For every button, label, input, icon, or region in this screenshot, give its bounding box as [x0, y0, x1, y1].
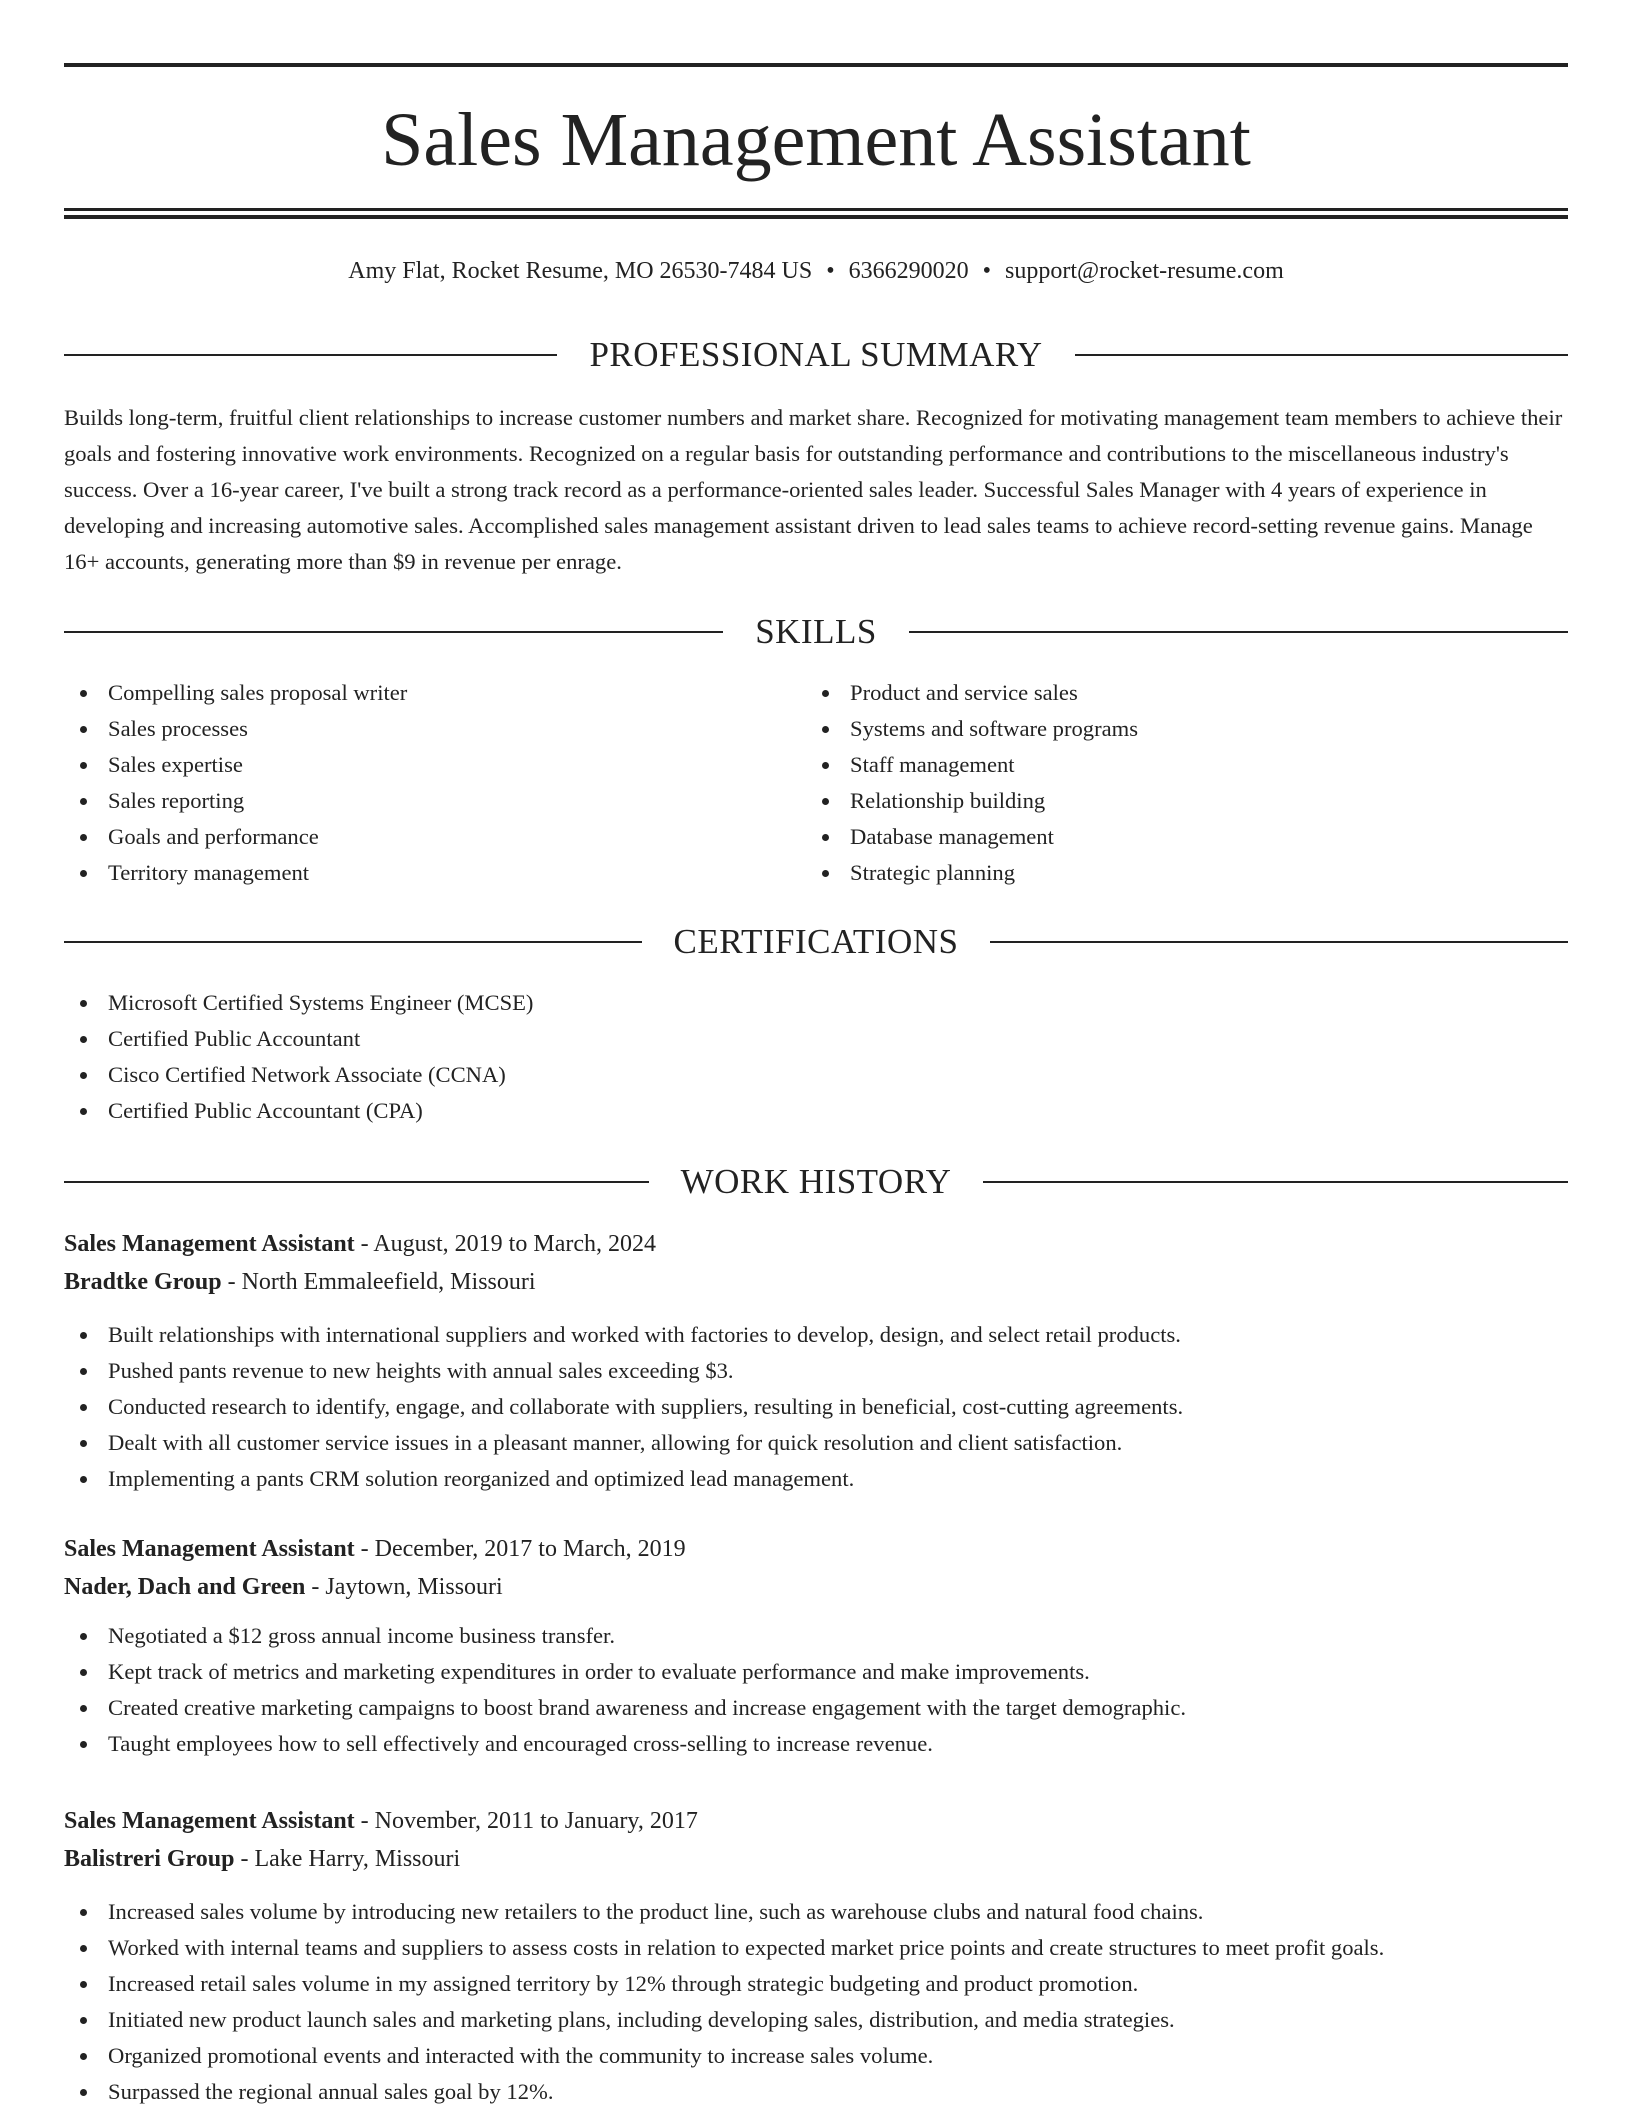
resume-title: Sales Management Assistant	[381, 98, 1251, 182]
job-title: Sales Management Assistant	[64, 1536, 355, 1562]
skill-item: Sales expertise	[64, 747, 804, 783]
contact-separator: •	[826, 258, 835, 284]
certification-item: Certified Public Accountant	[64, 1021, 1568, 1057]
section-header-certifications	[64, 920, 1568, 964]
job-bullet: Dealt with all customer service issues in a pleasant manner, allowing for quick resolution and client satisfaction.	[64, 1425, 1568, 1461]
job-bullet: Increased retail sales volume in my assigned territory by 12% through strategic budgeting and product promotion.	[64, 1966, 1568, 2002]
section-title-summary: PROFESSIONAL SUMMARY	[589, 335, 1043, 374]
section-rule	[990, 941, 1568, 943]
job-title: Sales Management Assistant	[64, 1808, 355, 1834]
job-location: - North Emmaleefield, Missouri	[227, 1269, 536, 1295]
skill-item: Sales reporting	[64, 783, 804, 819]
job-bullet: Created creative marketing campaigns to boost brand awareness and increase engagement with the target demographic.	[64, 1690, 1568, 1726]
job-dates: - December, 2017 to March, 2019	[360, 1536, 686, 1562]
skill-item: Staff management	[806, 747, 1566, 783]
job-bullets	[64, 1618, 1568, 1762]
section-rule	[1075, 354, 1568, 356]
skills-list-right	[806, 675, 1566, 891]
skill-item: Relationship building	[806, 783, 1566, 819]
job-dates: - November, 2011 to January, 2017	[360, 1808, 698, 1834]
job-title-line	[64, 1225, 1568, 1263]
job-bullet: Kept track of metrics and marketing expenditures in order to evaluate performance and make improvements.	[64, 1654, 1568, 1690]
skills-list-left	[64, 675, 804, 891]
skill-item: Strategic planning	[806, 855, 1566, 891]
job-bullet: Surpassed the regional annual sales goal by 12%.	[64, 2074, 1568, 2110]
job-entry	[64, 1225, 1568, 1497]
section-rule	[64, 631, 723, 633]
job-company: Balistreri Group	[64, 1846, 235, 1872]
job-entry	[64, 1802, 1568, 2110]
job-title-line	[64, 1530, 1568, 1568]
certification-item: Microsoft Certified Systems Engineer (MCSE)	[64, 985, 1568, 1021]
job-location: - Jaytown, Missouri	[311, 1574, 503, 1600]
skill-item: Systems and software programs	[806, 711, 1566, 747]
certification-item: Certified Public Accountant (CPA)	[64, 1093, 1568, 1129]
job-bullet: Conducted research to identify, engage, and collaborate with suppliers, resulting in beneficial, cost-cutting agreements.	[64, 1389, 1568, 1425]
job-company-line	[64, 1568, 1568, 1606]
section-header-skills	[64, 610, 1568, 654]
section-header-summary	[64, 333, 1568, 377]
job-bullets	[64, 1894, 1568, 2110]
contact-line	[64, 254, 1568, 288]
section-rule	[909, 631, 1568, 633]
job-title-line	[64, 1802, 1568, 1840]
skill-item: Compelling sales proposal writer	[64, 675, 804, 711]
section-header-work-history	[64, 1160, 1568, 1204]
section-title-work-history: WORK HISTORY	[680, 1162, 952, 1201]
section-rule	[64, 941, 642, 943]
job-bullet: Pushed pants revenue to new heights with annual sales exceeding $3.	[64, 1353, 1568, 1389]
job-bullet: Organized promotional events and interacted with the community to increase sales volume.	[64, 2038, 1568, 2074]
summary-text: Builds long-term, fruitful client relationships to increase customer numbers and market share. Recognized for motivating management team members to achieve their goals and fostering innovative work environments. Recognized on a regular basis for outstanding performance and contributions to the miscellaneous industry's success. Over a 16-year career, I've built a strong track record as a performance-oriented sales leader. Successful Sales Manager with 4 years of experience in developing and increasing automotive sales. Accomplished sales management assistant driven to lead sales teams to achieve record-setting revenue gains. Manage 16+ accounts, generating more than $9 in revenue per enrage.	[64, 405, 1563, 574]
job-entry	[64, 1530, 1568, 1762]
top-rule	[64, 63, 1568, 67]
skill-item: Goals and performance	[64, 819, 804, 855]
job-location: - Lake Harry, Missouri	[240, 1846, 461, 1872]
section-rule	[64, 354, 557, 356]
job-bullet: Taught employees how to sell effectively and encouraged cross-selling to increase revenue.	[64, 1726, 1568, 1762]
skill-item: Product and service sales	[806, 675, 1566, 711]
job-bullet: Increased sales volume by introducing new retailers to the product line, such as warehouse clubs and natural food chains.	[64, 1894, 1568, 1930]
section-title-certifications: CERTIFICATIONS	[673, 922, 959, 961]
title-rule-upper	[64, 208, 1568, 211]
job-title: Sales Management Assistant	[64, 1231, 355, 1257]
section-rule	[983, 1181, 1568, 1183]
job-bullet: Built relationships with international suppliers and worked with factories to develop, design, and select retail products.	[64, 1317, 1568, 1353]
contact-phone: 6366290020	[848, 258, 969, 284]
job-bullet: Initiated new product launch sales and marketing plans, including developing sales, distribution, and media strategies.	[64, 2002, 1568, 2038]
job-company-line	[64, 1263, 1568, 1301]
section-rule	[64, 1181, 649, 1183]
skill-item: Territory management	[64, 855, 804, 891]
job-company: Nader, Dach and Green	[64, 1574, 306, 1600]
job-bullet: Worked with internal teams and suppliers to assess costs in relation to expected market price points and create structures to meet profit goals.	[64, 1930, 1568, 1966]
job-dates: - August, 2019 to March, 2024	[360, 1231, 656, 1257]
job-bullets	[64, 1317, 1568, 1497]
contact-separator: •	[982, 258, 992, 284]
job-bullet: Implementing a pants CRM solution reorganized and optimized lead management.	[64, 1461, 1568, 1497]
certification-item: Cisco Certified Network Associate (CCNA)	[64, 1057, 1568, 1093]
skill-item: Database management	[806, 819, 1566, 855]
job-company-line	[64, 1840, 1568, 1878]
job-bullet: Negotiated a $12 gross annual income business transfer.	[64, 1618, 1568, 1654]
job-company: Bradtke Group	[64, 1269, 222, 1295]
section-title-skills: SKILLS	[755, 612, 877, 651]
contact-email: support@rocket-resume.com	[1005, 258, 1284, 284]
certifications-list	[64, 985, 1568, 1129]
skill-item: Sales processes	[64, 711, 804, 747]
contact-address: Amy Flat, Rocket Resume, MO 26530-7484 US	[348, 258, 813, 284]
title-rule-lower	[64, 215, 1568, 219]
